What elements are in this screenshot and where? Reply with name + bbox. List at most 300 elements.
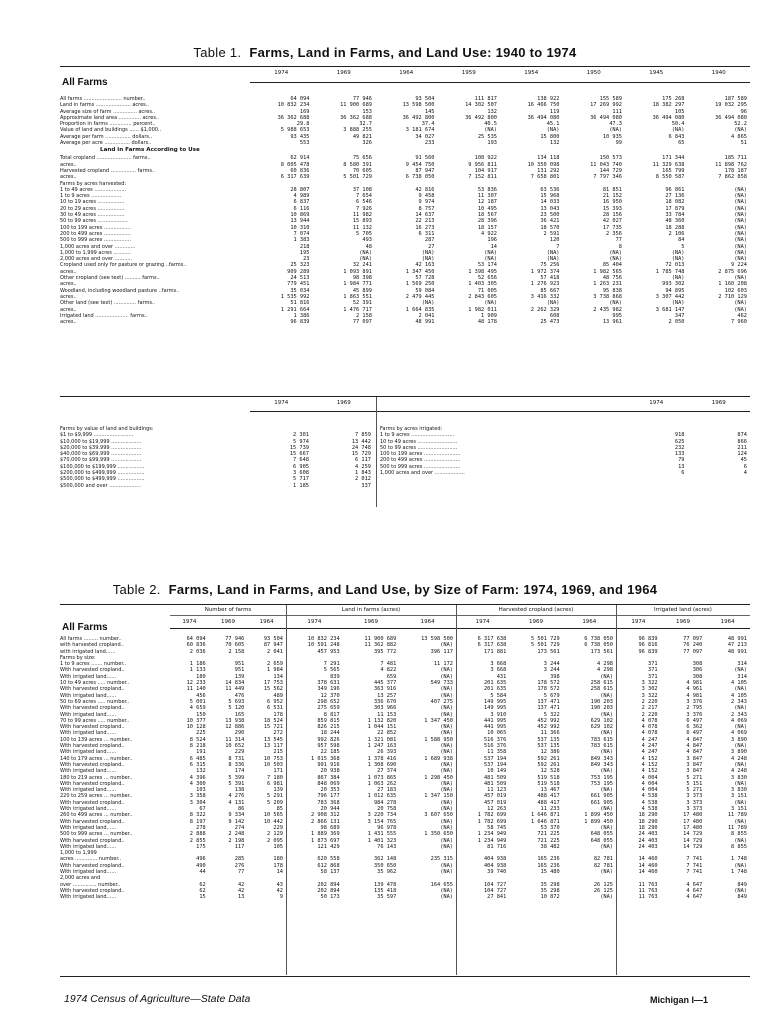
table2-cell: 4 981 [686, 692, 703, 699]
table2-label: With irrigated land...... [60, 711, 117, 718]
table1-cell: 28 807 [290, 186, 310, 193]
table2-cell: 4 247 [641, 736, 658, 743]
table1-cell: 51 816 [290, 300, 310, 307]
table2-label: With irrigated land...... [60, 843, 117, 850]
table1-cell: (NA) [734, 237, 747, 244]
table2-cell: (NA) [440, 824, 453, 831]
table1-cell: (NA) [671, 300, 685, 307]
table2-label: with irrigated land...... [60, 648, 116, 655]
table2-cell: 362 148 [373, 856, 397, 863]
table2-cell: 3 847 [686, 755, 703, 762]
table2-cell: 457 953 [317, 648, 340, 655]
table1-cell: 37 108 [352, 186, 372, 193]
footer-right: Michigan I—1 [650, 995, 709, 1005]
table1-label: 2,000 acres and over ........... [60, 256, 133, 263]
table2-cell: 4 248 [731, 755, 747, 762]
table2-cell: 135 418 [373, 887, 397, 894]
table1-cell: 993 302 [662, 281, 685, 288]
table1-cell: 779 451 [287, 281, 310, 288]
table1-label: Irrigated land ..................... farms.. [60, 312, 148, 319]
table2-cell: 17 480 [683, 818, 703, 825]
table1-cell: (NA) [609, 127, 622, 134]
table2-cell: 984 278 [373, 799, 397, 806]
table2-cell: 3 910 [490, 711, 507, 718]
table2-cell: 7 741 [686, 862, 703, 869]
table2-top-rule [60, 604, 750, 605]
table2-cell: 2 095 [267, 837, 283, 844]
table1-cell: 193 [487, 140, 497, 147]
table2-cell: (NA) [440, 686, 453, 693]
table1-cell: 233 [424, 140, 435, 147]
table2-cell: (NA) [440, 868, 453, 875]
table1-cell: 57 728 [415, 275, 435, 282]
table1-cell: 52 656 [477, 275, 497, 282]
table2-cell: 1 588 950 [424, 736, 453, 743]
table1-br-cell: 133 [674, 451, 685, 458]
table1-cell: 36 421 [540, 218, 560, 225]
table2-cell: 27 841 [487, 894, 507, 901]
table2-cell: 18 244 [320, 730, 340, 737]
table2-cell: 62 [199, 887, 206, 894]
table1-cell: 16 950 [602, 199, 622, 206]
table2-cell: 2 343 [731, 711, 747, 718]
table2-cell: 1 899 450 [584, 812, 613, 819]
table2-cell: 1 782 699 [477, 812, 507, 819]
table1-cell: 14 637 [415, 212, 435, 219]
table2-cell: 9 142 [228, 818, 245, 825]
table2-cell: 82 781 [593, 856, 613, 863]
table2-cell: 10 565 [263, 812, 283, 819]
table2-cell: 457 019 [483, 799, 507, 806]
table1-year-1950: 1950 [586, 70, 601, 76]
table2-cell: 13 467 [540, 787, 560, 794]
table2-cell: (NA) [734, 780, 747, 787]
table2-cell: (NA) [734, 818, 747, 825]
table2-cell: 4 538 [641, 806, 658, 813]
table2-cell: 10 652 [225, 743, 245, 750]
table1-br-label: 200 to 499 acres ....................... [380, 457, 461, 464]
table1-br-cell: 4 [743, 470, 747, 477]
table2-cell: 3 847 [686, 768, 703, 775]
table2-body [60, 636, 750, 900]
table2-cell: 20 944 [320, 806, 340, 813]
table1-cell: 287 [424, 237, 435, 244]
table2-label: acres .............. number.. [60, 856, 122, 863]
table2-cell: 4 300 [189, 780, 206, 787]
table1-bl-cell: 5 974 [293, 438, 309, 445]
table1-cell: 21 152 [602, 193, 622, 200]
table1-br-cell: 45 [740, 457, 747, 464]
table2-cell: 1 234 949 [477, 837, 507, 844]
table2-cell: 139 [273, 787, 283, 794]
table2-cell: 6 497 [686, 730, 703, 737]
table1-cell: 48 756 [602, 275, 622, 282]
table2-label: Table 2. [112, 582, 161, 597]
table2-cell: 173 561 [590, 648, 613, 655]
table1-cell: 51 [740, 140, 747, 147]
table1-label: 500 to 999 acres ................. [60, 237, 131, 244]
table1-bl-cell: 1 185 [293, 482, 309, 489]
table2-cell: 96 816 [638, 642, 658, 649]
table1-cell: 4 922 [481, 230, 497, 237]
table1-label: acres.. [60, 306, 77, 313]
table1-cell: 45 899 [352, 287, 372, 294]
table2-cell: 24 403 [638, 843, 658, 850]
table2-cell: 2 795 [686, 705, 703, 712]
table2-cell: 957 598 [317, 743, 340, 750]
table1-cell: 2 591 [543, 230, 560, 237]
table2-cell: 476 [234, 692, 245, 699]
table2-cell: 274 [234, 824, 245, 831]
table1-bl-cell: 15 667 [289, 451, 309, 458]
table1-cell: 81 851 [602, 186, 622, 193]
table1-br-cell: 124 [737, 451, 747, 458]
table1-cell: 6 738 050 [405, 174, 435, 181]
table2-cell: 165 236 [537, 862, 560, 869]
table1-subheading: Land in Farms According to Use [100, 147, 200, 154]
table2-cell: (NA) [440, 642, 453, 649]
table1-label: 1 to 49 acres .................... [60, 186, 127, 193]
table2-cell: 2 129 [267, 831, 283, 838]
table1-title [0, 45, 770, 60]
table1-cell: 57 418 [540, 275, 560, 282]
table2-year-0-1974: 1974 [182, 619, 197, 625]
table1-cell: 36 494 080 [590, 114, 622, 121]
table1-cell: 2 843 605 [468, 293, 497, 300]
table2-cell: 5 565 [323, 667, 340, 674]
table2-cell: 43 [276, 881, 283, 888]
table2-cell: 1 347 450 [424, 717, 453, 724]
table2-cell: 258 615 [590, 680, 613, 687]
table2-cell: 859 815 [317, 717, 340, 724]
table2-cell: 178 572 [537, 680, 560, 687]
table2-cell: 783 615 [590, 743, 613, 750]
table2-cell: 5 501 729 [530, 642, 560, 649]
table1-cell: 32 241 [352, 262, 372, 269]
table1-cell: 7 862 858 [718, 174, 747, 181]
table1-year-1969: 1969 [336, 70, 351, 76]
table2-cell: 1 431 555 [367, 831, 397, 838]
table1-label: Other land (see text) .............. farms.. [60, 300, 156, 307]
table1-cell: 36 362 688 [277, 114, 310, 121]
table2-cell: 26 393 [377, 749, 397, 756]
table2-cell: 165 236 [537, 856, 560, 863]
table1-cell: 608 [549, 312, 560, 319]
table2-cell: 24 403 [638, 831, 658, 838]
table1-bl-label: $200,000 to $499,999 ................. [60, 470, 145, 477]
table1-cell: 14 033 [540, 199, 560, 206]
table1-cell: 1 263 231 [593, 281, 622, 288]
table1-cell: (NA) [671, 256, 685, 263]
table2-label: With harvested cropland.. [60, 862, 125, 869]
table2-cell: 4 538 [641, 799, 658, 806]
table1-cell: 15 893 [352, 218, 372, 225]
table2-cell: 3 302 [641, 686, 658, 693]
table1-cell: 2 875 696 [718, 268, 747, 275]
table1-cell: 1 664 835 [405, 306, 435, 313]
table2-cell: 4 396 [189, 774, 206, 781]
table1-label: acres.. [60, 161, 77, 168]
table2-cell: 5 120 [228, 705, 245, 712]
table2-year-1-1969: 1969 [363, 619, 378, 625]
table1-bottom-right-years [625, 400, 750, 406]
table2-cell: 11 763 [638, 887, 658, 894]
table1-bl-year-1974: 1974 [274, 400, 289, 406]
table2-cell: 371 [648, 661, 658, 668]
table2-cell: 3 244 [543, 667, 560, 674]
table1-label: acres.. [60, 281, 77, 288]
table2-cell: 11 153 [377, 711, 397, 718]
table1-cell: 96 [740, 108, 747, 115]
table2-header-rule [170, 628, 750, 629]
table2-cell: 1 378 416 [367, 755, 397, 762]
table2-cell: 276 [234, 862, 245, 869]
table1-cell: 1 276 923 [530, 281, 560, 288]
table1-cell: 52.2 [734, 121, 747, 128]
table2-cell: 272 [273, 730, 283, 737]
table2-cell: 9 334 [228, 812, 245, 819]
table2-cell: 11 763 [638, 894, 658, 901]
table1-br-cell: 211 [737, 444, 747, 451]
table2-cell: 14 460 [638, 862, 658, 869]
table1-label: Average size of farm ............... acres.. [60, 108, 156, 115]
table1-cell: (NA) [421, 256, 435, 263]
table2-cell: 303 966 [373, 705, 397, 712]
table2-cell: 17 480 [683, 812, 703, 819]
table2-cell: 1 073 865 [367, 774, 397, 781]
table2-cell: 8 524 [189, 736, 206, 743]
table1-cell: 75 656 [352, 155, 372, 162]
table1-cell: 98 398 [352, 275, 372, 282]
table1-year-1974: 1974 [274, 70, 289, 76]
table1-cell: 3 416 332 [530, 293, 560, 300]
table2-cell: 3 373 [686, 806, 703, 813]
table2-cell: 753 195 [590, 780, 613, 787]
table1-cell: 36 494 080 [715, 114, 747, 121]
table2-label: With harvested cropland.. [60, 799, 125, 806]
table2-cell: 14 834 [225, 680, 245, 687]
table1-label: Value of land and buildings ...... $1,000.. [60, 127, 162, 134]
table2-cell: 12 386 [540, 749, 560, 756]
table2-cell: 1 689 938 [424, 755, 453, 762]
table1-cell: 11 132 [352, 224, 372, 231]
table2-cell: 5 693 [228, 698, 245, 705]
table2-cell: 258 615 [590, 686, 613, 693]
table2-cell: 441 995 [483, 717, 507, 724]
table1-cell: 18 288 [665, 224, 685, 231]
table2-cell: 4 078 [641, 717, 658, 724]
table1-cell: 111 [612, 108, 622, 115]
table2-label: 10 to 49 acres ..... number.. [60, 680, 130, 687]
table2-cell: 6 531 [267, 705, 283, 712]
table1-cell: 53 174 [477, 262, 497, 269]
table2-row [60, 894, 750, 900]
table1-cell: 8 580 391 [343, 161, 372, 168]
table1-bl-label: $20,000 to $39,999 ................... [60, 444, 142, 451]
table2-cell: (NA) [734, 667, 747, 674]
table2-cell: 2 198 [228, 837, 245, 844]
table2-cell: 6 315 [189, 761, 206, 768]
table2-cell: 12 233 [186, 680, 206, 687]
table2-cell: 85 [276, 806, 283, 813]
table1-cell: 7 960 [731, 319, 747, 326]
table1-year-1959: 1959 [461, 70, 476, 76]
table1-cell: 29.8 [296, 121, 310, 128]
table2-cell: (NA) [440, 843, 453, 850]
table2-cell: 1 044 151 [367, 724, 397, 731]
table2-cell: 4 152 [641, 755, 658, 762]
table1-cell: 10 350 098 [527, 161, 560, 168]
table2-cell: 60 836 [186, 642, 206, 649]
table1-cell: 150 573 [599, 155, 622, 162]
table1-br-cell: 6 [743, 463, 747, 470]
table2-cell: 620 558 [317, 856, 340, 863]
table1-cell: 42 163 [415, 262, 435, 269]
table1-bl-cell: 15 739 [289, 444, 309, 451]
table1-cell: 6 843 [668, 133, 685, 140]
table2-cell: 537 194 [483, 755, 507, 762]
table1-cell: 2 356 [606, 230, 622, 237]
table2-cell: 4 298 [597, 661, 613, 668]
table2-cell: (NA) [600, 711, 613, 718]
table1-cell: 1 982 011 [468, 306, 497, 313]
table1-cell: 18 382 297 [652, 102, 685, 109]
table2-cell: 5 271 [686, 787, 703, 794]
table2-cell: 96 978 [377, 824, 397, 831]
table1-cell: 134 118 [537, 155, 560, 162]
table2-cell: 139 [234, 673, 245, 680]
table1-cell: 16 466 750 [527, 102, 560, 109]
table2-cell: 14 729 [683, 837, 703, 844]
table1-cell: 2 041 [418, 312, 435, 319]
table1-br-row [380, 470, 750, 476]
table1-br-cell: 918 [674, 432, 685, 439]
table2-cell: 1 234 949 [477, 831, 507, 838]
table2-label: 50 to 69 acres ..... number.. [60, 698, 130, 705]
table1-cell: 23 [303, 256, 310, 263]
table2-cell: 4 004 [641, 774, 658, 781]
table2-cell: 1 984 [267, 667, 283, 674]
table2-cell: 1 247 163 [367, 743, 397, 750]
table2-cell: (NA) [734, 724, 747, 731]
table1-label: acres.. [60, 319, 77, 326]
table1-cell: (NA) [671, 275, 685, 282]
table1-label: 20 to 29 acres ................. [60, 205, 125, 212]
table2-cell: 350 650 [373, 862, 397, 869]
table1-cell: 553 [299, 140, 310, 147]
table1-cell: 13 043 [540, 205, 560, 212]
table1-cell: 8 757 [418, 205, 435, 212]
table2-cell: 14 729 [683, 843, 703, 850]
table1-cell: 60 836 [290, 167, 310, 174]
table2-cell: 4 247 [641, 749, 658, 756]
table2-cell: 11 789 [727, 824, 747, 831]
table2-cell: 4 152 [641, 768, 658, 775]
table1-cell: 1 093 891 [343, 268, 372, 275]
table2-cell: 15 562 [263, 686, 283, 693]
table2-cell: 10 503 [263, 761, 283, 768]
table1-bl-cell: 7 859 [355, 432, 371, 439]
table2-cell: 50 173 [320, 894, 340, 901]
table1-cell: 77 946 [352, 96, 372, 102]
table2-cell: 4 659 [189, 705, 206, 712]
table2-cell: 3 373 [686, 799, 703, 806]
table1-label: All farms ........................ number.. [60, 96, 146, 102]
table1-cell: 18 082 [665, 199, 685, 206]
table2-cell: 6 485 [189, 755, 206, 762]
table2-label: With harvested cropland.. [60, 686, 125, 693]
table2-cell: 11 140 [186, 686, 206, 693]
table2-label: 140 to 179 acres ... number.. [60, 755, 133, 762]
table1-cell: 195 [299, 249, 310, 256]
table1-cell: 6 317 639 [280, 174, 310, 181]
table1-year-1964: 1964 [399, 70, 414, 76]
table2-cell: 8 855 [731, 831, 747, 838]
table2-cell: 8 336 [228, 761, 245, 768]
table1-cell: (NA) [546, 127, 560, 134]
table2-cell: 2 220 [641, 711, 658, 718]
table2-cell: 490 [196, 862, 206, 869]
table1-cell: 8 550 587 [655, 174, 685, 181]
table2-cell: 1 401 323 [367, 837, 397, 844]
table1-bl-cell: 1 843 [355, 470, 371, 477]
table2-cell: 4 298 [597, 667, 613, 674]
table1-cell: (NA) [734, 193, 747, 200]
table2-cell: 76 143 [377, 843, 397, 850]
table2-cell: 4 981 [686, 680, 703, 687]
table2-cell: 3 847 [686, 761, 703, 768]
table1-br-cell: 6 [681, 470, 685, 477]
table2-cell: 298 652 [317, 698, 340, 705]
table2-label: With harvested cropland.. [60, 837, 125, 844]
table2-cell: 1 646 871 [530, 812, 560, 819]
table1-cell: 165 799 [662, 167, 685, 174]
table1-cell: 144 729 [599, 167, 622, 174]
table1-cell: (NA) [484, 249, 497, 256]
table2-cell: 4 131 [228, 799, 245, 806]
table2-cell: 5 679 [543, 692, 560, 699]
table2-cell: 592 261 [537, 755, 560, 762]
table2-label: With irrigated land...... [60, 824, 117, 831]
table2-cell: 314 [737, 661, 747, 668]
table1-cell: 85 404 [602, 262, 622, 269]
table1-cell: 6 116 [293, 205, 310, 212]
table2-cell: 2 343 [731, 698, 747, 705]
table2-cell: (NA) [440, 768, 453, 775]
table2-cell: 2 158 [228, 648, 245, 655]
table1-cell: 493 [362, 237, 372, 244]
table1-label: Average per farm ................ dollars.. [60, 133, 153, 140]
table2-cell: 398 [550, 673, 560, 680]
table2-cell: 11 358 [487, 749, 507, 756]
table2-group-0: Number of farms [204, 607, 252, 613]
table2-cell: 1 186 [189, 661, 206, 668]
table2-cell: 134 [273, 673, 283, 680]
table1-bottom-left-years [250, 400, 375, 406]
table1-label: Farms by acres harvested: [60, 180, 127, 187]
table1-lower-rule [60, 396, 750, 397]
table2-cell: 4 538 [641, 793, 658, 800]
table2-cell: 2 888 [189, 831, 206, 838]
table2-label: 2,000 acres and [60, 875, 101, 882]
table2-cell: 104 727 [483, 887, 507, 894]
table2-cell: 190 203 [590, 698, 613, 705]
table2-cell: 7 481 [380, 661, 397, 668]
table1-cell: 3 181 674 [405, 127, 435, 134]
table1-bl-cell: 24 748 [351, 444, 371, 451]
table2-cell: 8 322 [189, 812, 206, 819]
table1-cell: 6 546 [356, 199, 372, 206]
